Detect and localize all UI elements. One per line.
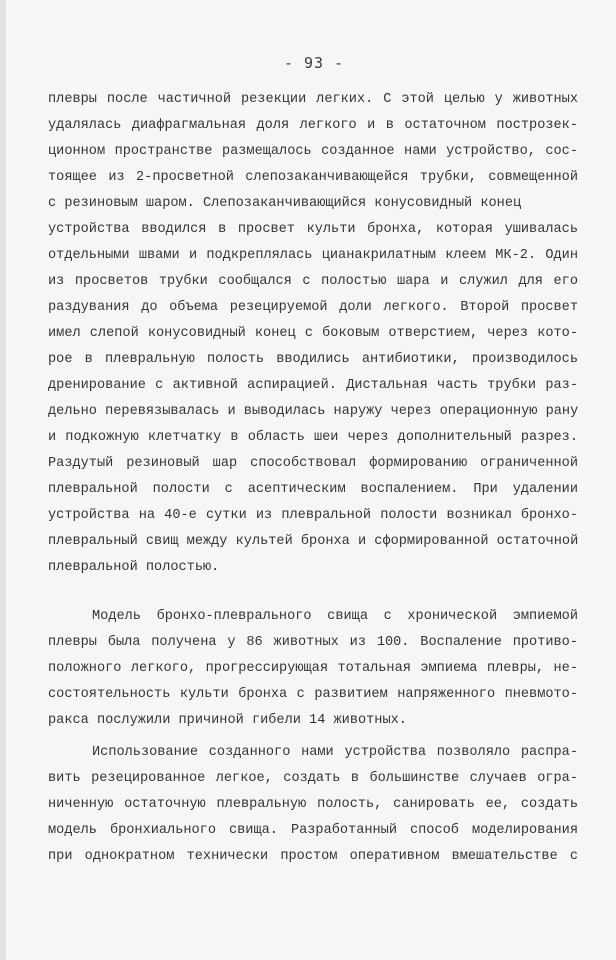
paragraph-line: отдельными швами и подкреплялась цианакрилатным клеем МК-2. Один (48, 248, 578, 263)
page-number: - 93 - (283, 54, 345, 72)
paragraph-line: тоящее из 2-просветной слепозаканчивающейся трубки, совмещенной (48, 170, 578, 185)
paragraph-line: рое в плевральную полость вводились антибиотики, производилось (48, 352, 578, 367)
paragraph-line: состоятельность культи бронха с развитием напряженного пневмото- (48, 687, 578, 702)
paragraph-line: раздувания до объема резецируемой доли легкого. Второй просвет (48, 300, 578, 315)
paragraph-line: ниченную остаточную плевральную полость, санировать ее, создать (48, 797, 578, 812)
paragraph-line: дренирование с активной аспирацией. Дистальная часть трубки раз- (48, 378, 578, 393)
paragraph-line: плевры была получена у 86 животных из 100. Воспаление противо- (48, 635, 578, 650)
paragraph-line: из просветов трубки сообщался с полостью шара и служил для его (48, 274, 578, 289)
paragraph-line: Модель бронхо-плеврального свища с хронической эмпиемой (92, 609, 578, 624)
paragraph-line: с резиновым шаром. Слепозаканчивающийся конусовидный конец (48, 196, 522, 211)
paragraph-line: при однократном технически простом оперативном вмешательстве с (48, 849, 578, 864)
paragraph-line: имел слепой конусовидный конец с боковым отверстием, через кото- (48, 326, 578, 341)
paragraph-line: плевральный свищ между культей бронха и сформированной остаточной (48, 534, 578, 549)
paragraph-line: удалялась диафрагмальная доля легкого и в остаточном построзек- (48, 118, 578, 133)
paragraph-line: и подкожную клетчатку в область шеи через дополнительный разрез. (48, 430, 578, 445)
paragraph-line: плевральной полости с асептическим воспалением. При удалении (48, 482, 578, 497)
paragraph-line: дельно перевязывалась и выводилась наружу через операционную рану (48, 404, 578, 419)
paragraph-line: устройства вводился в просвет культи бронха, которая ушивалась (48, 222, 578, 237)
paragraph-line: плевры после частичной резекции легких. С этой целью у животных (48, 92, 578, 107)
paragraph-line: модель бронхиального свища. Разработанный способ моделирования (48, 823, 578, 838)
paragraph-line: вить резецированное легкое, создать в большинстве случаев огра- (48, 771, 578, 786)
paragraph-line: Раздутый резиновый шар способствовал формированию ограниченной (48, 456, 578, 471)
paragraph-line: ционном пространстве размещалось созданное нами устройство, сос- (48, 144, 578, 159)
paragraph-line: Использование созданного нами устройства позволяло распра- (92, 745, 578, 760)
paragraph-line: положного легкого, прогрессирующая тотальная эмпиема плевры, не- (48, 661, 578, 676)
paragraph-line: устройства на 40-е сутки из плевральной полости возникал бронхо- (48, 508, 578, 523)
paragraph-line: ракса послужили причиной гибели 14 животных. (48, 713, 407, 728)
paragraph-line: плевральной полостью. (48, 560, 220, 575)
